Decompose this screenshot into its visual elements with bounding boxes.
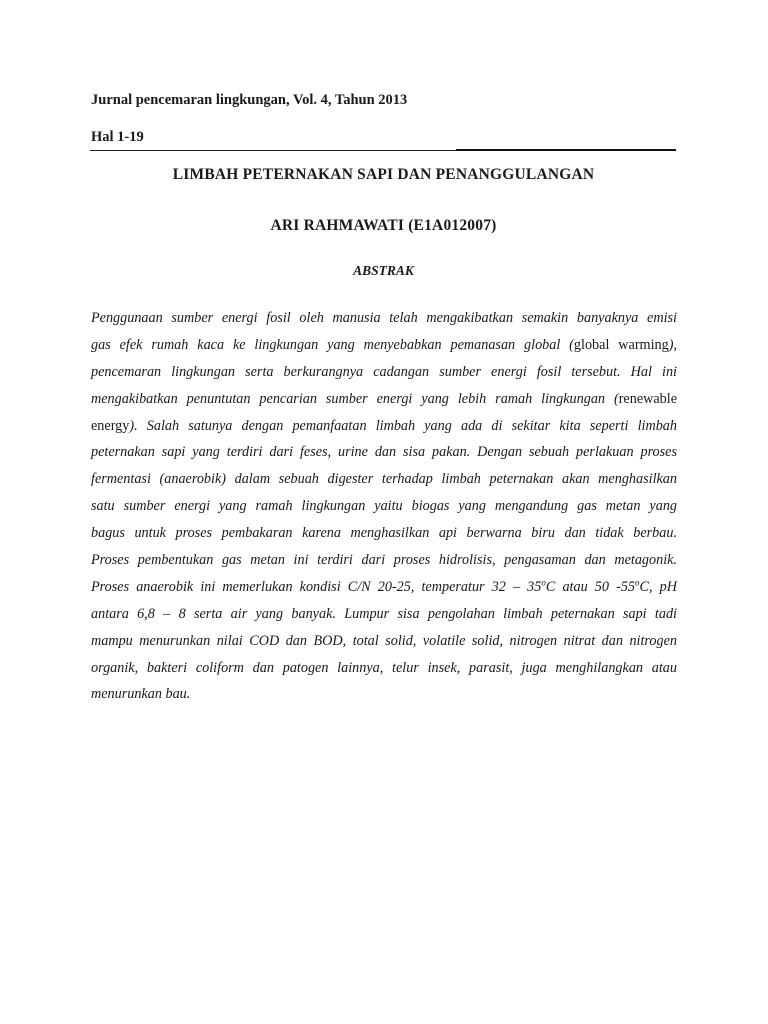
abstract-line: menurunkan bau.	[91, 686, 191, 703]
abstract-line: organik, bakteri coliform dan patogen lainnya, telur insek, parasit, juga menghilangkan atau	[91, 659, 677, 676]
paper-author: ARI RAHMAWATI (E1A012007)	[270, 217, 497, 234]
abstract-line: bagus untuk proses pembakaran karena menghasilkan api berwarna biru dan tidak berbau.	[91, 525, 677, 542]
journal-citation: Jurnal pencemaran lingkungan, Vol. 4, Tahun 2013	[91, 92, 408, 108]
abstract-line: gas efek rumah kaca ke lingkungan yang menyebabkan pemanasan global (global warming),	[91, 336, 677, 353]
abstract-line: energy). Salah satunya dengan pemanfaatan limbah yang ada di sekitar kita seperti limbah	[91, 417, 677, 434]
paper-title: LIMBAH PETERNAKAN SAPI DAN PENANGGULANGAN	[172, 166, 595, 183]
header-rule-thick	[456, 149, 676, 151]
abstract-line: mengakibatkan penuntutan pencarian sumber energi yang lebih ramah lingkungan (renewable	[91, 390, 677, 407]
abstract-line: fermentasi (anaerobik) dalam sebuah digester terhadap limbah peternakan akan menghasilkan	[91, 471, 677, 488]
abstract-line: antara 6,8 – 8 serta air yang banyak. Lumpur sisa pengolahan limbah peternakan sapi tadi	[91, 605, 677, 622]
abstract-line: mampu menurunkan nilai COD dan BOD, total solid, volatile solid, nitrogen nitrat dan nitrogen	[91, 632, 677, 649]
abstract-line: peternakan sapi yang terdiri dari feses, urine dan sisa pakan. Dengan sebuah perlakuan proses	[91, 444, 677, 461]
abstract-heading: ABSTRAK	[353, 263, 414, 278]
page-range: Hal 1-19	[91, 129, 144, 145]
abstract-body	[91, 305, 677, 708]
abstract-line: Proses anaerobik ini memerlukan kondisi C/N 20-25, temperatur 32 – 35$^o$C atau 50 -55$^o$C, pH	[91, 577, 677, 595]
abstract-line: satu sumber energi yang ramah lingkungan yaitu biogas yang mengandung gas metan yang	[91, 498, 677, 515]
abstract-line: pencemaran lingkungan serta berkurangnya cadangan sumber energi fosil tersebut. Hal ini	[91, 363, 677, 380]
abstract-line: Proses pembentukan gas metan ini terdiri dari proses hidrolisis, pengasaman dan metagonik.	[91, 552, 677, 569]
abstract-line: Penggunaan sumber energi fosil oleh manusia telah mengakibatkan semakin banyaknya emisi	[91, 310, 677, 326]
